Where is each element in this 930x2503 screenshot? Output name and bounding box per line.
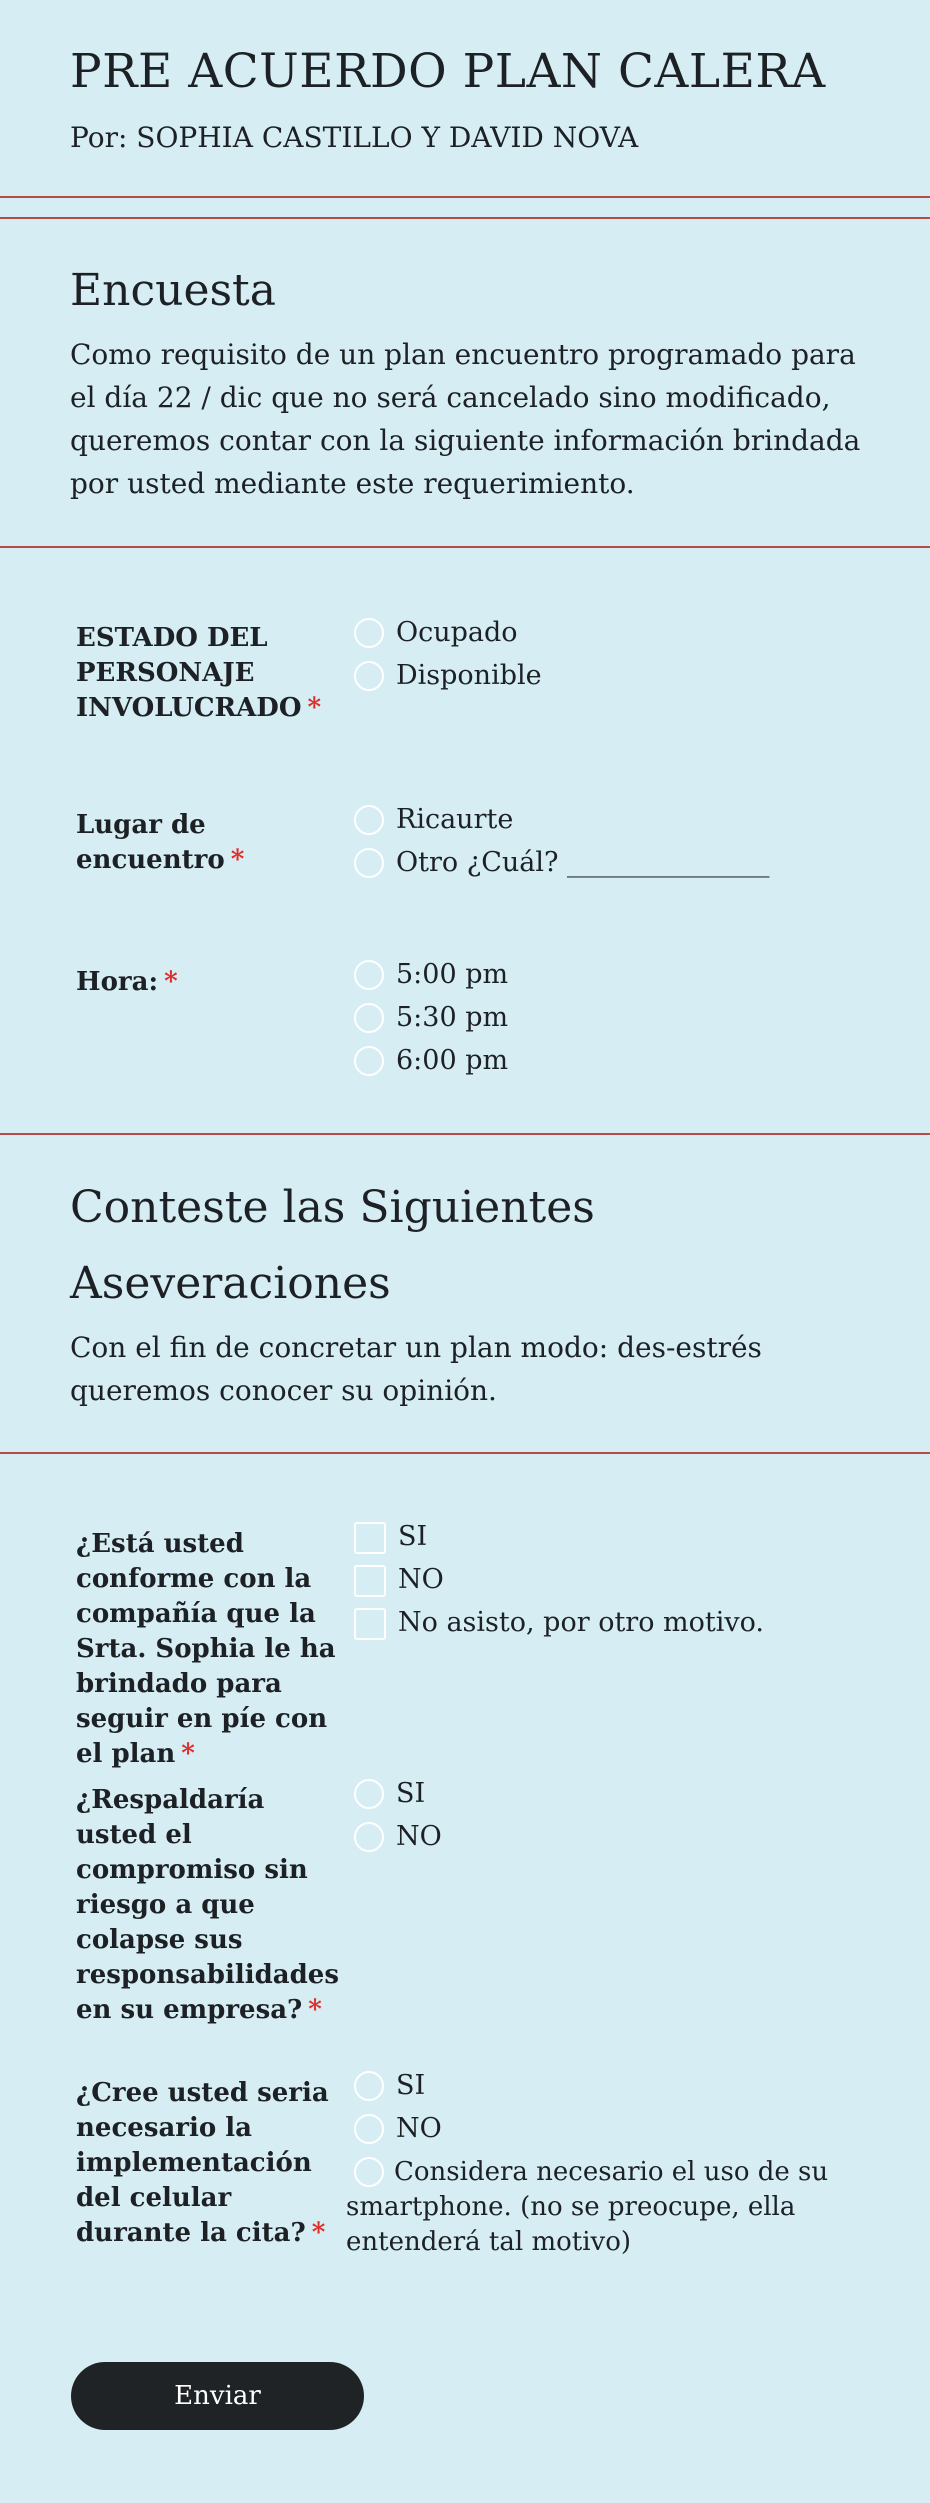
radio-button[interactable] (354, 1046, 384, 1076)
required-marker: * (230, 845, 245, 875)
page-title: PRE ACUERDO PLAN CALERA (70, 44, 826, 99)
form-header (0, 0, 930, 155)
required-marker: * (311, 2218, 326, 2248)
question-celular-label: ¿Cree usted seria necesario la implementación del celular durante la cita? * (76, 2078, 329, 2248)
radio-button[interactable] (354, 805, 384, 835)
question-hora-label: Hora: * (76, 967, 178, 997)
radio-button[interactable] (354, 848, 384, 878)
option-600pm[interactable]: 6:00 pm (354, 1044, 874, 1087)
option-si[interactable]: SI (354, 1777, 874, 1820)
option-500pm[interactable]: 5:00 pm (354, 958, 874, 1001)
option-no[interactable]: NO (354, 1563, 874, 1606)
question-hora-options (354, 958, 874, 1087)
option-considera-necesario[interactable]: Considera necesario el uso de su smartphone. (no se preocupe, ella entenderá tal motivo) (346, 2157, 829, 2257)
page-subtitle: Por: SOPHIA CASTILLO Y DAVID NOVA (70, 121, 639, 154)
statements-heading: Conteste las Siguientes Aseveraciones (70, 1182, 595, 1309)
option-otro[interactable]: Otro ¿Cuál? _______________ (354, 846, 874, 889)
survey-section (70, 253, 870, 505)
survey-heading: Encuesta (70, 265, 276, 316)
question-conforme-label: ¿Está usted conforme con la compañía que la Srta. Sophia le ha brindado para seguir en píe con el plan * (76, 1529, 336, 1769)
statements-description: Con el fin de concretar un plan modo: des-estrés queremos conocer su opinión. (70, 1331, 762, 1407)
option-no[interactable]: NO (346, 2112, 866, 2155)
question-estado-options (354, 616, 874, 702)
divider (0, 546, 930, 548)
option-ricaurte[interactable]: Ricaurte (354, 803, 874, 846)
divider (0, 1133, 930, 1135)
required-marker: * (181, 1739, 195, 1769)
option-no[interactable]: NO (354, 1820, 874, 1863)
option-no-asisto[interactable]: No asisto, por otro motivo. (354, 1606, 874, 1649)
divider (0, 217, 930, 219)
option-ocupado[interactable]: Ocupado (354, 616, 874, 659)
radio-button[interactable] (354, 1822, 384, 1852)
question-lugar-options (354, 803, 874, 889)
checkbox[interactable] (354, 1522, 386, 1554)
question-conforme-options (354, 1520, 874, 1649)
radio-button[interactable] (354, 1779, 384, 1809)
radio-button[interactable] (354, 618, 384, 648)
radio-button[interactable] (354, 2157, 384, 2187)
radio-button[interactable] (354, 2114, 384, 2144)
question-celular-options (346, 2069, 866, 2260)
survey-description: Como requisito de un plan encuentro programado para el día 22 / dic que no será cancelado sino modificado, queremos contar con la siguiente información brindada por usted mediante este requerimiento. (70, 338, 861, 500)
radio-button[interactable] (354, 960, 384, 990)
question-respaldo-options (354, 1777, 874, 1863)
divider (0, 196, 930, 198)
divider (0, 1452, 930, 1454)
question-respaldo-label: ¿Respaldaría usted el compromiso sin riesgo a que colapse sus responsabilidades en su empresa? * (76, 1785, 339, 2025)
radio-button[interactable] (354, 2071, 384, 2101)
checkbox[interactable] (354, 1608, 386, 1640)
required-marker: * (307, 693, 322, 723)
option-si[interactable]: SI (354, 1520, 874, 1563)
required-marker: * (308, 1995, 322, 2025)
option-si[interactable]: SI (346, 2069, 866, 2112)
required-marker: * (164, 967, 178, 997)
question-lugar-label: Lugar de encuentro * (76, 810, 245, 875)
radio-button[interactable] (354, 661, 384, 691)
statements-section (70, 1170, 870, 1412)
question-estado-label: ESTADO DEL PERSONAJE INVOLUCRADO * (76, 623, 322, 723)
submit-button[interactable]: Enviar (71, 2362, 364, 2430)
option-530pm[interactable]: 5:30 pm (354, 1001, 874, 1044)
option-disponible[interactable]: Disponible (354, 659, 874, 702)
checkbox[interactable] (354, 1565, 386, 1597)
radio-button[interactable] (354, 1003, 384, 1033)
